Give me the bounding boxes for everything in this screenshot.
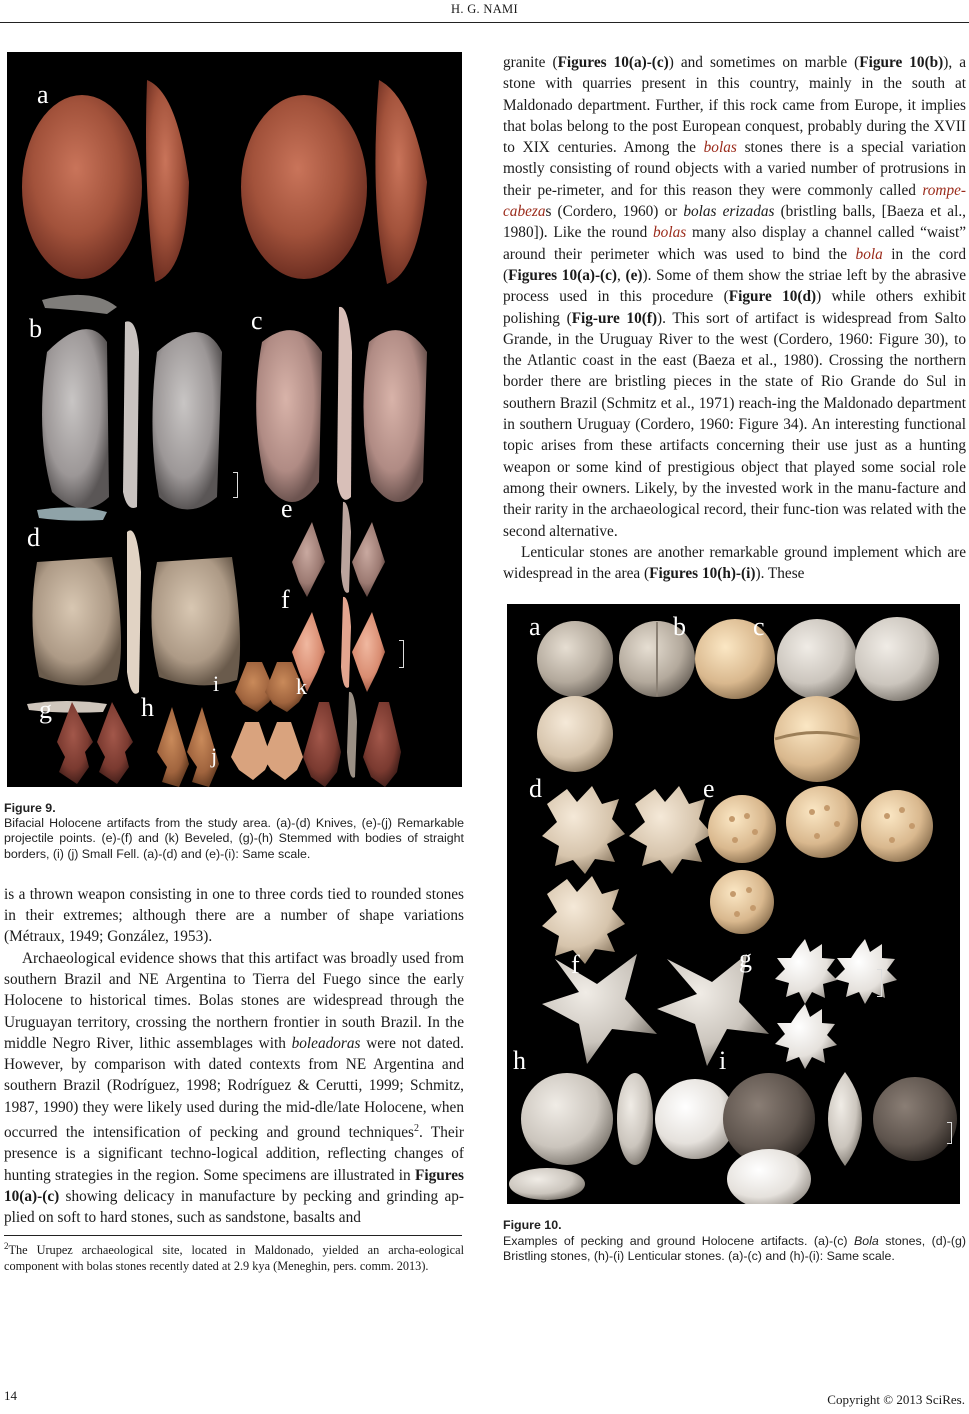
fig9-label-a: a — [37, 80, 49, 109]
fig10-scale-mark-2 — [947, 1122, 952, 1144]
right-paragraph-2: Lenticular stones are another remarkable ground implement which are widespread in the area (Figures 10(h)-(i)). These — [503, 543, 966, 583]
figure-10-image — [507, 604, 960, 1204]
fig9-label-j: j — [211, 743, 218, 768]
bristling-e — [708, 786, 933, 934]
fig9-scale-mark-2 — [399, 640, 404, 668]
stones-illustration — [507, 604, 960, 1204]
fig10-label-a: a — [529, 612, 541, 642]
fig9-label-c: c — [251, 306, 263, 335]
fig9-label-i: i — [213, 671, 220, 696]
left-column — [4, 50, 464, 1274]
footnote-rule — [4, 1235, 462, 1236]
right-body-text — [503, 52, 966, 584]
figure-10-ref[interactable]: Figures 10(a)-(c) — [4, 1166, 464, 1206]
figure-10-caption: Figure 10. Examples of pecking and ground Holocene artifacts. (a)-(c) Bola stones, (d)-(g) Bristling stones, (h)-(i) Lenticular stones. (a)-(c) and (h)-(i): Same scale. — [503, 1218, 966, 1263]
fig10-label-h: h — [513, 1046, 526, 1076]
fig9-label-e: e — [281, 494, 293, 523]
right-column — [503, 50, 966, 1264]
header-rule — [0, 22, 969, 23]
running-head: H. G. NAMI — [451, 2, 518, 16]
fig9-label-f: f — [281, 585, 290, 614]
fig10-label-c: c — [753, 612, 765, 642]
left-paragraph-1: is a thrown weapon consisting in one to three cords tied to rounded stones in their extremes; although there are a number of shape variations (Métraux, 1949; González, 1953). — [4, 885, 464, 946]
footnote: $^2$The Urupez archaeological site, located in Maldonado, yielded an archa-eological component with bolas stones recently dated at 2.9 kya (Meneghin, pers. comm. 2013). — [4, 1240, 464, 1273]
fig10-label-i: i — [719, 1046, 727, 1076]
fig10-label-d: d — [529, 774, 542, 804]
fig10-label-b: b — [673, 612, 686, 642]
right-paragraph-1: granite (Figures 10(a)-(c)) and sometimes on marble (Figure 10(b)), a stone with quarries present in this country, mainly in the south at Maldonado department. Further, if this rock came from Europe, it implies that bolas belong to the post European conquest, probably during the XVII to XIX centuries. Among the bolas stones there is a special variation mostly consisting of round objects with a varied number of protrusions in their pe-rimeter, and for this reason they were commonly called rompe-cabezas (Cordero, 1960) or bolas erizadas (bristling balls, [Baeza et al., 1980]). Like the round bolas many also display a channel called “waist” around their perimeter which was used to bind the bola in the cord (Figures 10(a)-(c), (e)). Some of them show the striae left by the abrasive process used in this procedure (Figure 10(d)) while others exhibit polishing (Fig-ure 10(f)). This sort of artifact is widespread from Salto Grande, in the Uruguay River to the west (Cordero, 1960: Figure 30), to the Atlantic coast in the east (Baeza et al., 1980). Crossing the northern border there are bristling pieces in the state of Rio Grande do Sul in southern Brazil (Schmitz et al., 1971) reach-ing the Maldonado department in southern Uruguay (Cordero, 1960: Figure 34). An interesting functional topic arises from these artifacts concerning their use just as a hunting weapon or some kind of prestigious object that played some social role among their owners. Likely, by the invested work in the manu-facture and their rarity in the archaeological record, their func-tion was related with the second alternative. — [503, 54, 967, 540]
fig9-label-g: g — [39, 695, 52, 724]
figure-9-caption-text: Bifacial Holocene artifacts from the study area. (a)-(d) Knives, (e)-(j) Remarkable projectile points. (e)-(f) and (k) Beveled, (g)-(h) Stemmed with bodies of straight borders, (i) (j) Small Fell. (a)-(d) and (e)-(i): Same scale. — [4, 816, 464, 861]
fig9-label-d: d — [27, 523, 40, 552]
fig10-label-g: g — [739, 944, 752, 974]
fig9-label-k: k — [296, 674, 307, 699]
page-number: 14 — [4, 1388, 17, 1403]
figure-9-caption-title: Figure 9. — [4, 801, 56, 815]
fig10-label-f: f — [571, 950, 580, 980]
figure-9-caption — [4, 801, 464, 862]
fig9-label-b: b — [29, 314, 42, 343]
fig9-label-h: h — [141, 693, 154, 722]
copyright-notice: Copyright © 2013 SciRes. — [827, 1392, 965, 1407]
fig10-label-e: e — [703, 774, 715, 804]
fig9-scale-mark-1 — [233, 472, 238, 498]
footnote-marker[interactable]: 2 — [414, 1123, 419, 1135]
fig10-scale-mark-1 — [877, 969, 882, 997]
figure-10-caption-title: Figure 10. — [503, 1218, 562, 1233]
left-body-text — [4, 884, 464, 1229]
left-paragraph-2: Archaeological evidence shows that this artifact was broadly used from southern Brazil and NE Argentina to Tierra del Fuego since the early Holocene to historical times. Bolas stones are widespread through the Uruguayan territory, crossing the northern frontier in south Brazil. In the middle Negro River, lithic assemblages with boleadoras were not dated. However, by comparison with dated contexts from NE Argentina and southern Brazil (Rodríguez, 1998; Rodríguez & Cerutti, 1999; Schmitz, 1987, 1990) they were likely used during the mid-dle/late Holocene, when occurred the intensification of pecking and ground techniques$^2$. Their presence is a significant techno-logical addition, reflecting changes of hunting strategies in the region. Some specimens are illustrated in Figures 10(a)-(c) showing delicacy in manufacture by pecking and grinding ap-plied on soft to hard stones, such as sandstone, basalts and — [4, 949, 464, 1227]
figure-9-image — [7, 52, 462, 787]
knife-a-illustration — [7, 52, 462, 787]
